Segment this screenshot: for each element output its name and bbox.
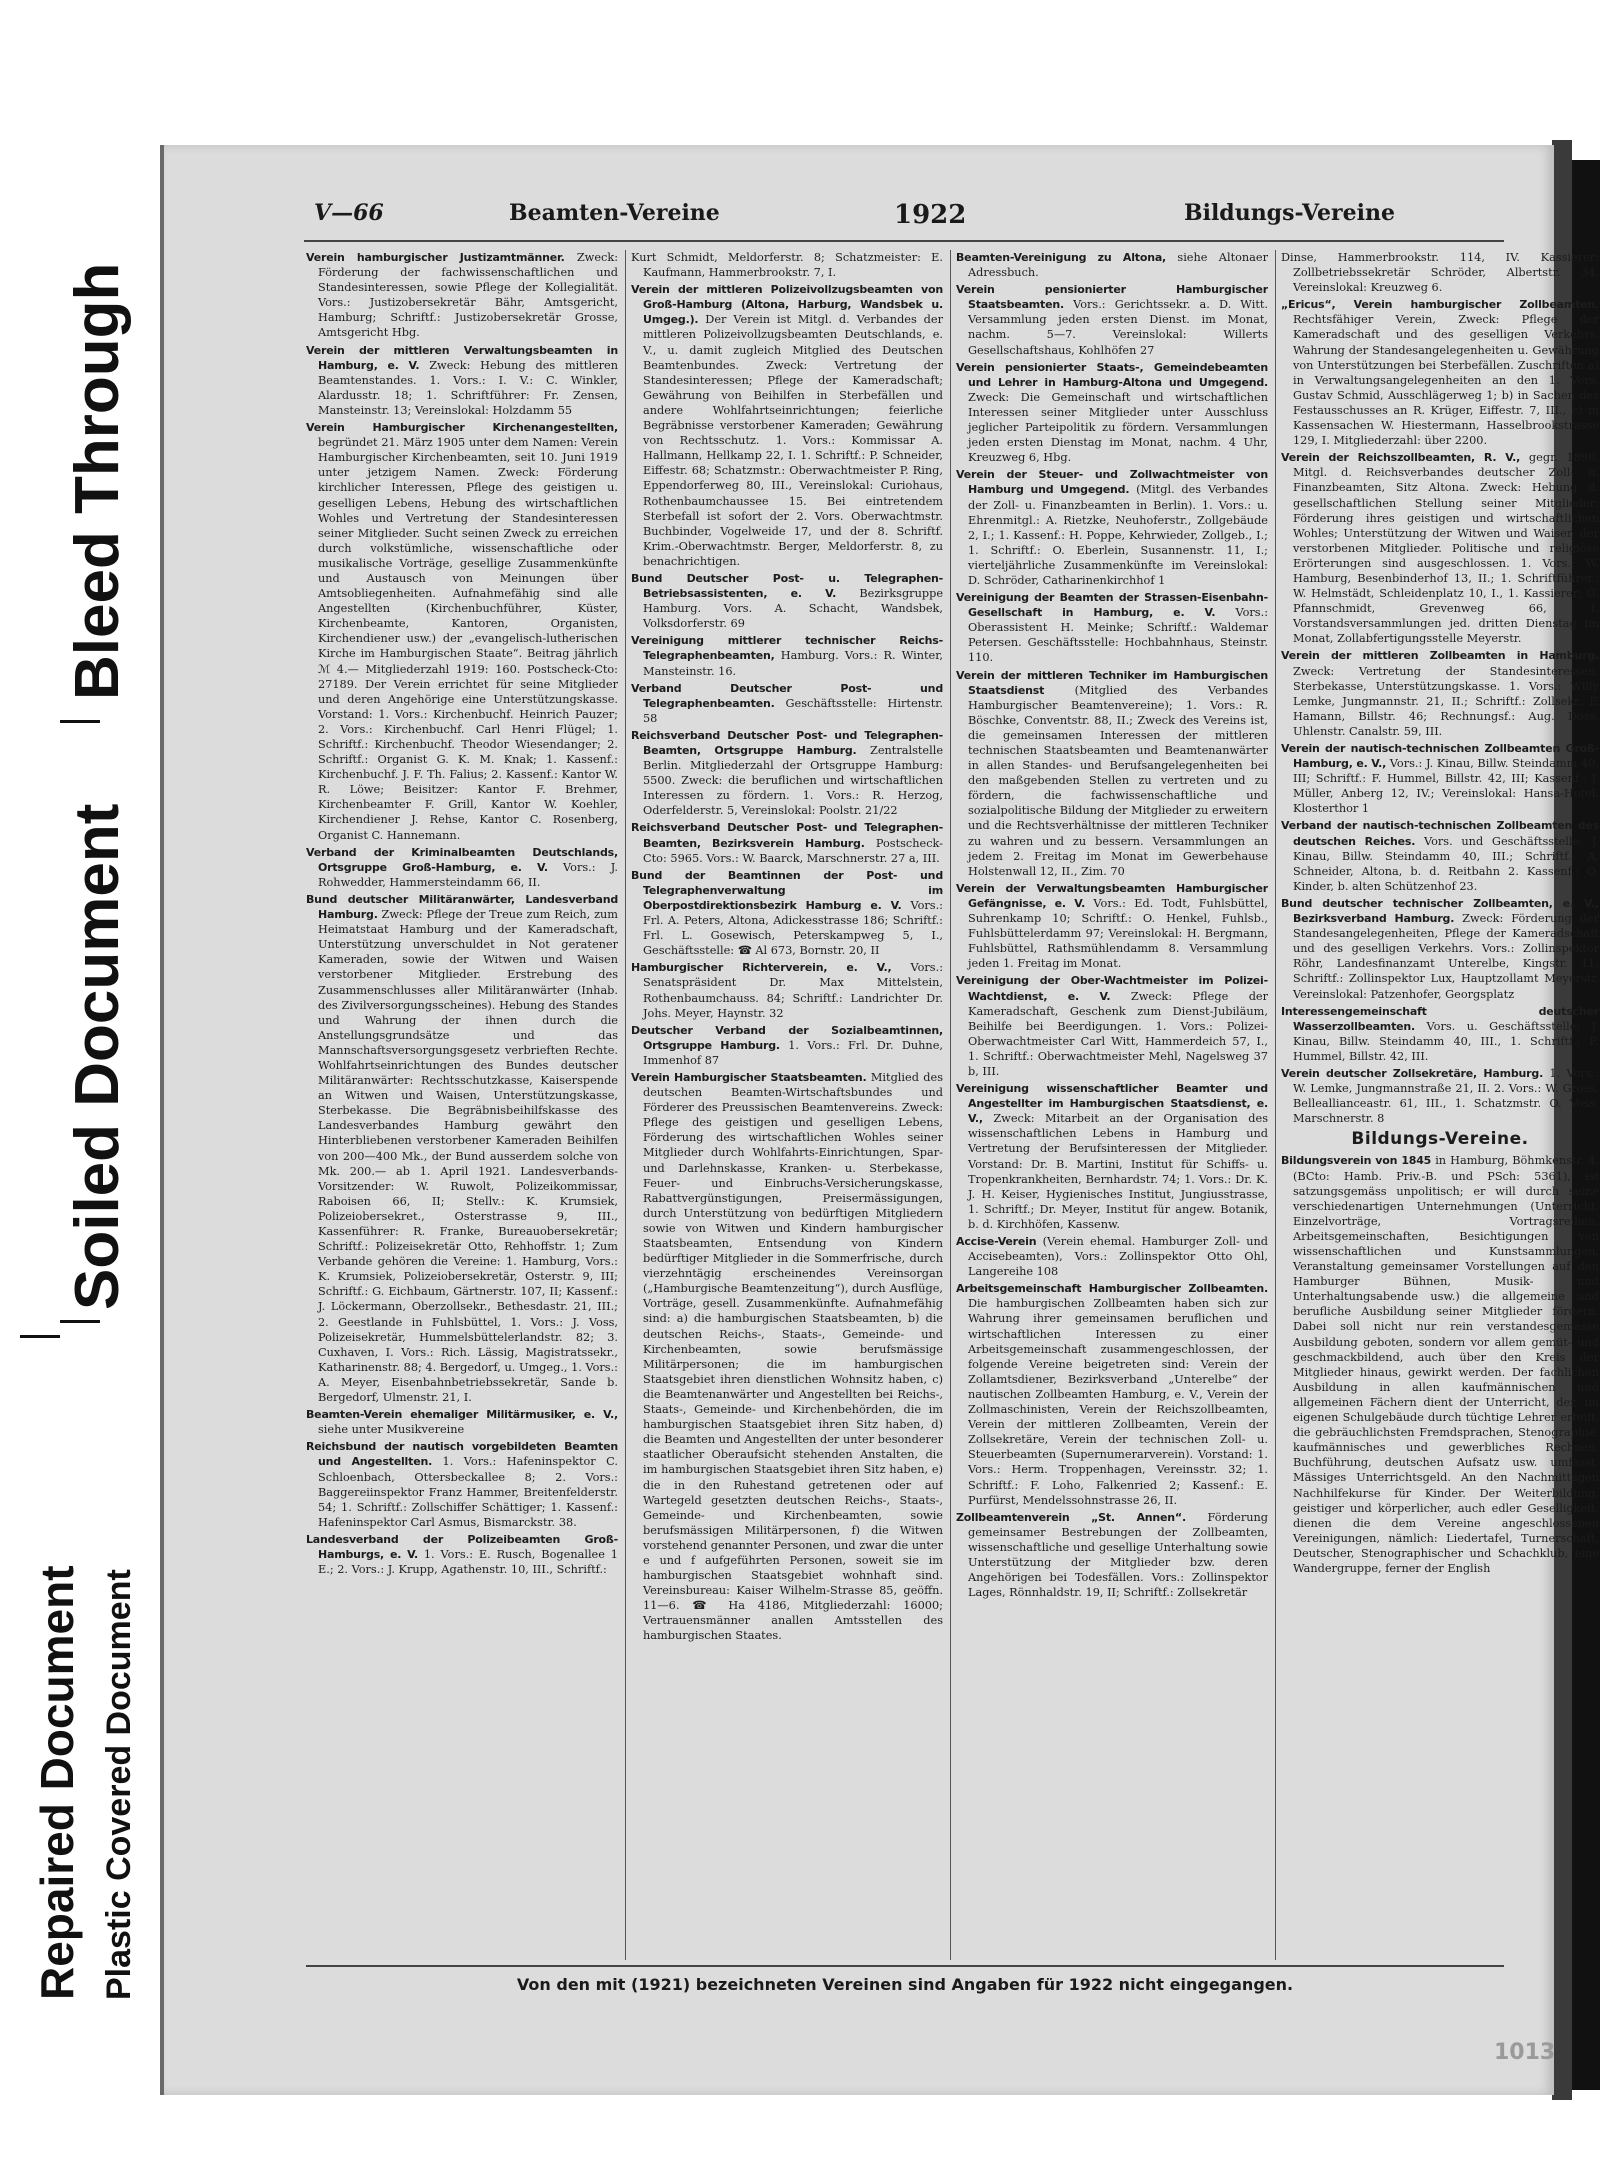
entry-name: Verein der nautisch-technischen Zollbeamten Groß-Hamburg, e. V., <box>1281 742 1599 771</box>
directory-entry <box>631 571 943 631</box>
entry-text: Zweck: Pflege der Kameradschaft, Geschenk zum Dienst-Jubiläum, Beihilfe bei Beerdigungen. 1. Vors.: Polizei-Oberwachtmeister Carl Witt, Hammerdeich 57, I., 1. Schriftf.: Oberwachtmeister Mehl, Nagelsweg 37 b, III. <box>968 989 1268 1078</box>
pencil-note: 1013 <box>1494 2040 1556 2065</box>
directory-entry <box>631 960 943 1020</box>
header-left-title: Beamten-Vereine <box>509 200 720 226</box>
label-divider <box>60 720 100 723</box>
directory-entry <box>631 282 943 569</box>
entry-name: Deutscher Verband der Sozialbeamtinnen, Ortsgruppe Hamburg. <box>631 1023 943 1052</box>
directory-entry <box>1281 297 1599 448</box>
directory-entry <box>631 1023 943 1068</box>
footer-rule <box>306 1965 1504 1967</box>
entry-text: siehe Altonaer Adressbuch. <box>968 251 1268 280</box>
directory-entry <box>631 868 943 959</box>
entry-name: Verein pensionierter Hamburgischer Staatsbeamten. <box>956 283 1268 312</box>
label-repaired-document: Repaired Document <box>31 1565 83 2000</box>
directory-entry <box>1281 648 1599 739</box>
entry-name: Verein hamburgischer Justizamtmänner. <box>306 251 565 264</box>
entry-name: Verband der nautisch-technischen Zollbeamten des deutschen Reiches. <box>1281 819 1599 848</box>
directory-entry <box>306 1532 618 1577</box>
directory-entry <box>631 820 943 865</box>
directory-entry <box>306 1439 618 1530</box>
entry-name: Verband der Kriminalbeamten Deutschlands, Ortsgruppe Groß-Hamburg, e. V. <box>306 845 618 874</box>
entry-name: Verein der mittleren Polizeivollzugsbeamten von Groß-Hamburg (Altona, Harburg, Wandsbek u. Umgeg.). <box>631 283 943 327</box>
directory-entry <box>631 633 943 678</box>
entry-text: Zweck: Vertretung der Standesinteressen, Sterbekasse, Unterstützungskasse. 1. Vors.: Willy Lemke, Jungmannstr. 21, II.; Schriftf.: Zollsekr. F. Hamann, Billstr. 46; Rechnungsf.: Aug. Doss, Uhlenstr. Canalstr. 59, III. <box>1293 664 1599 738</box>
directory-entry <box>631 681 943 726</box>
entry-text: in Hamburg, Böhmkenstr. 4, (BCto: Hamb. Priv.-B. und PSch: 5361), ist satzungsgemäss unpolitisch; er will durch seine verschiedenartigen Unternehmungen (Unterricht, Einzelvorträge, Vortragsreihen, Arbeitsgemeinschaften, Besichtigungen von wissenschaftlichen und Kunstsammlungen, Veranstaltung gemeinsamer Vorstellungen auf den Hamburger Bühnen, Musik- und Unterhaltungsabende usw.) die allgemeine und berufliche Ausbildung seiner Mitglieder fördern. Dabei soll nicht nur rein verstandesgemässe Ausbildung geboten, sondern vor allem gemüt- und geschmackbildend, auch über den Kreis der Mitglieder hinaus, gewirkt werden. Der fachlichen Ausbildung in allen kaufmännischen und allgemeinen Fächern dient der Unterricht, der, im eigenen Schulgebäude durch tüchtige Lehrer erteilt, die gebräuchlichsten Fremdsprachen, Stenographie, kaufmännisches und gewerbliches Rechnen, Buchführung, deutschen Aufsatz usw. umfasst. Mässiges Unterrichtsgeld. An den Nachmittagen Nachhilfekurse für Kinder. Der Weiterbildung, geistiger und körperlicher, auch edler Geselligkeit, dienen die dem Vereine angeschlossenen Vereinigungen, nämlich: Liedertafel, Turnerschaft, Deutscher, Stenographischer und Schachklub, eine Wandergruppe, ferner der English <box>1293 1154 1599 1575</box>
entry-name: Verband Deutscher Post- und Telegraphenbeamten. <box>631 681 943 710</box>
directory-entry <box>1281 896 1599 1002</box>
page-header <box>314 200 1494 240</box>
entry-name: Beamten-Verein ehemaliger Militärmusiker, e. V., <box>306 1408 618 1422</box>
entry-text: Förderung gemeinsamer Bestrebungen der Zollbeamten, wissenschaftliche und gesellige Unterhaltung sowie Unterstützung der Mitglieder bzw. deren Angehörigen bei Todesfällen. Vors.: Zollinspektor Lages, Rönnhaldstr. 19, II; Schriftf.: Zollsekretär <box>968 1510 1268 1600</box>
entry-name: Verein pensionierter Staats-, Gemeindebeamten und Lehrer in Hamburg-Altona und Umgegend. <box>956 360 1268 389</box>
entry-text: Vors. u. Geschäftsstelle: J. Kinau, Billw. Steindamm 40, III., 1. Schriftf.: F. Hummel, Billstr. 42, III. <box>1293 1019 1599 1063</box>
directory-entry <box>1281 250 1599 295</box>
column-4 <box>1281 250 1599 1960</box>
entry-name: Reichsverband Deutscher Post- und Telegraphen-Beamten, Ortsgruppe Hamburg. <box>631 728 943 757</box>
entry-name: Verein der mittleren Zollbeamten in Hamburg. <box>1281 649 1599 663</box>
entry-name: Verein der mittleren Techniker im Hamburgischen Staatsdienst <box>956 668 1268 697</box>
section-heading: Bildungs-Vereine. <box>1351 1129 1529 1150</box>
entry-text: Zweck: Pflege der Treue zum Reich, zum Heimatstaat Hamburg und der Kameradschaft, Unterstützung unverschuldet in Not geratener Kameraden, sowie der Witwen und Waisen verstorbener Mitglieder. Erstrebung des Zusammenschlusses aller Militäranwärter (Inhab. des Zivilversorgungsscheines). Hebung des Standes und Wahrung der ihnen durch die Anstellungsgrundsätze und das Mannschaftsversorgungsgesetz verbrieften Rechte. Wohlfahrtseinrichtungen des Bundes deutscher Militäranwärter: Rechtsschutzkasse, Kaiserspende an Witwen und Waisen, Unterstützungskasse, Sterbekasse. Die Begräbnisbeihilfskasse des Landesverbandes Hamburg gewährt den Hinterbliebenen verstorbener Kameraden Beihilfen von 200—400 Mk., der Bund ausserdem solche von Mk. 200.— ab 1. April 1921. Landesverbands-Vorsitzender: W. Ruwolt, Polizeikommissar, Raboisen 66, II; Stellv.: K. Krumsiek, Polizeiobersekret., Osterstrasse 9, III., Kassenführer: R. Franke, Bureauobersekretär; Schriftf.: Polizeisekretär Otto, Rehhoffstr. 1; Zum Verbande gehören die Vereine: 1. Hamburg, Vors.: K. Krumsiek, Polizeiobersekretär, Osterstr. 9, III; Schriftf.: G. Eichbaum, Gärtnerstr. 107, II; Kassenf.: J. Löckermann, Oberzollsekr., Bethesdastr. 21, III.; 2. Geestlande in Fuhlsbüttel, 1. Vors.: J. Voss, Polizeisekretär, Hummelsbüttelerlandstr. 82; 3. Cuxhaven, I. Vors.: Rich. Lässig, Magistratssekr., Katharinenstr. 88; 4. Bergedorf, u. Umgeg., 1. Vors.: A. Meyer, Eisenbahnbetriebssekretär, Sande b. Bergedorf, Ulmenstr. 21, I. <box>318 908 618 1405</box>
entry-text: gegr. 1898. Mitgl. d. Reichsverbandes deutscher Zoll- u. Finanzbeamten, Sitz Altona. Zweck: Hebung d. gesellschaftlichen Stellung seiner Mitglieder; Förderung ihres geistigen und wirtschaftlichen Wohles; Unterstützung der Witwen und Waisen der verstorbenen Mitglieder. Politische und religiöse Erörterungen sind ausgeschlossen. 1. Vors.: W. Hamburg, Besenbinderhof 13, II.; 1. Schriftführer.: W. Helmstädt, Schleidenplatz 10, I., 1. Kassierer: G. Pfannschmidt, Grevenweg 66, I. Vorstandsversammlungen jed. dritten Dienstag im Monat, Zollabfertigungsstelle Meyerstr. <box>1293 451 1599 646</box>
entry-name: Interessengemeinschaft deutscher Wasserzollbeamten. <box>1281 1004 1599 1033</box>
entry-name: Bund deutscher Militäranwärter, Landesverband Hamburg. <box>306 892 618 922</box>
directory-entry <box>956 250 1268 280</box>
header-year: 1922 <box>894 200 967 230</box>
entry-name: Verein deutscher Zollsekretäre, Hamburg. <box>1281 1066 1544 1080</box>
directory-entry <box>956 1081 1268 1232</box>
entry-text: begründet 21. März 1905 unter dem Namen: Verein Hamburgischer Kirchenbeamten, seit 10. Juni 1919 unter jetzigem Namen. Zweck: Förderung kirchlicher Interessen, Pflege des geistigen u. geselligen Lebens, Hebung des wirtschaftlichen Wohles und Vertretung der Standesinteressen seiner Mitglieder. Sucht seinen Zweck zu erreichen durch volkstümliche, wissenschaftliche oder musikalische Vorträge, gesellige Zusammenkünfte und Austausch von Meinungen über Amtsobliegenheiten. Aufnahmefähig sind alle Angestellten (Kirchenbuchführer, Küster, Kirchenbeamte, Kantoren, Organisten, Kirchendiener usw.) der „evangelisch-lutherischen Kirche im Hamburgischen Staate“. Beitrag jährlich ℳ 4.— Mitgliederzahl 1919: 160. Postscheck-Cto: 27189. Der Verein errichtet für seine Mitglieder und deren Angehörige eine Unterstützungskasse. Vorstand: 1. Vors.: Kirchenbuchf. Heinrich Pauzer; 2. Vors.: Kirchenbuchf. Carl Henri Flügel; 1. Schriftf.: Kirchenbuchf. Theodor Wiesendanger; 2. Schriftf.: Organist G. K. M. Knak; 1. Kassenf.: Kirchenbuchf. J. F. Th. Falius; 2. Kassenf.: Kantor W. R. Löwe; Beisitzer: Kantor F. Brehmer, Kirchenbeamter F. Grill, Kantor W. Koehler, Kirchendiener J. Rehse, Kantor C. Rosenberg, Organist C. Hannemann. <box>318 436 618 842</box>
footer-note: Von den mit (1921) bezeichneten Vereinen sind Angaben für 1922 nicht eingegangen. <box>516 1975 1294 1994</box>
entry-name: Vereinigung mittlerer technischer Reichs-Telegraphenbeamten, <box>631 634 943 663</box>
directory-entry <box>956 1510 1268 1601</box>
column-divider <box>1275 250 1276 1960</box>
entry-name: Landesverband der Polizeibeamten Groß-Hamburgs, e. V. <box>306 1532 618 1561</box>
entry-text: Zweck: Die Gemeinschaft und wirtschaftlichen Interessen seiner Mitglieder unter Ausschluss jeglicher Parteipolitik zu fördern. Versammlungen jeden ersten Dienstag im Monat, nachm. 4 Uhr, Kreuzweg 6, Hbg. <box>968 390 1268 465</box>
column-3 <box>956 250 1268 1960</box>
directory-entry <box>631 1070 943 1644</box>
entry-name: Vereinigung der Beamten der Strassen-Eisenbahn-Gesellschaft in Hamburg, e. V. <box>956 591 1268 620</box>
entry-text: Vors. und Geschäftsstelle: J. Kinau, Billw. Steindamm 40, III.; Schriftf.: A. Schneider, Altona, b. d. Reitbahn 2. Kassenf.: O. Kinder, b. alten Schützenhof 23. <box>1293 834 1599 893</box>
entry-name: Hamburgischer Richterverein, e. V., <box>631 961 892 975</box>
entry-text: 1. Vors.: E. Rusch, Bogenallee 1 E.; 2. Vors.: J. Krupp, Agathenstr. 10, III., Schriftf.: <box>318 1547 618 1577</box>
directory-entry <box>956 668 1268 879</box>
entry-text: Vors.: Gerichtssekr. a. D. Witt. Versammlung jeden ersten Dienst. im Monat, nachm. 5—7. Vereinslokal: Willerts Gesellschaftshaus, Kohlhöfen 27 <box>968 298 1268 357</box>
entry-name: Beamten-Vereinigung zu Altona, <box>956 251 1167 264</box>
entry-name: Accise-Verein <box>956 1235 1037 1248</box>
column-1 <box>306 250 618 1960</box>
directory-entry <box>956 1234 1268 1279</box>
label-plastic-covered-document: Plastic Covered Document <box>100 1569 138 2000</box>
directory-entry <box>631 250 943 280</box>
directory-entry <box>956 360 1268 466</box>
entry-text: Die hamburgischen Zollbeamten haben sich zur Wahrung ihrer gemeinsamen beruflichen und wirtschaftlichen Interessen zu einer Arbeitsgemeinschaft zusammengeschlossen, der folgende Vereine beigetreten sind: Verein der Zollamtsdiener, Bezirksverband „Unterelbe“ der nautischen Zollbeamten Hamburg, e. V., Verein der Zollmaschinisten, Verein der Reichszollbeamten, Verein der mittleren Zollbeamten, Verein der Zollsekretäre, Verein der technischen Zoll- u. Steuerbeamten (Supernumerarverein). Vorstand: 1. Vors.: Herm. Troppenhagen, Vereinsstr. 32; 1. Schriftf.: F. Loho, Falkenried 2; Kassenf.: E. Purfürst, Mendelssohnstrasse 26, II. <box>968 1297 1268 1507</box>
entry-text: siehe unter Musikvereine <box>318 1423 465 1437</box>
entry-text: Mitglied des deutschen Beamten-Wirtschaftsbundes und Förderer des Preussischen Beamtenvereins. Zweck: Pflege des geistigen und geselligen Lebens, Förderung des wirtschaftlichen Wohles seiner Mitglieder durch Wohlfahrts-Einrichtungen, Spar- und Darlehnskasse, Kranken- u. Sterbekasse, Feuer- und Einbruchs-Versicherungskasse, Rabattvergünstigungen, Preisermässigungen, durch Unterstützung von bedürftigen Mitgliedern sowie von Witwen und Kindern hamburgischer Staatsbeamten, Entsendung von Kindern bedürftiger Mitglieder in die Sommerfrische, durch vierzehntägig erscheinendes Vereinsorgan („Hamburgische Beamtenzeitung“), durch Ausflüge, Vorträge, gesell. Zusammenkünfte. Aufnahmefähig sind: a) die hamburgischen Staatsbeamten, b) die deutschen Reichs-, Staats-, Gemeinde- und Kirchenbeamten, sowie berufsmässige Militärpersonen; die im hamburgischen Staatsgebiet ihren dienstlichen Wohnsitz haben, c) die Beamtenanwärter und Angestellten bei Reichs-, Staats-, Gemeinde- und Kirchenbehörden, die im hamburgischen Staatsgebiet ihren Sitz haben, d) die Beamten und Angestellten der unter besonderer staatlicher Oberaufsicht stehenden Anstalten, die im hamburgischen Staatsgebiet ihren Sitz haben, e) die in den Ruhestand getretenen oder auf Wartegeld gesetzten deutschen Reichs-, Staats-, Gemeinde- und Kirchenbeamten, sowie berufsmässigen Militärpersonen, f) die Witwen vorstehend genannter Personen, und zwar die unter e und f aufgeführten Personen, soweit sie im hamburgischen Staatsgebiet wohnhaft sind. Vereinsbureau: Kaiser Wilhelm-Strasse 85, geöffn. 11—6. ☎ Ha 4186, Mitgliederzahl: 16000; Vertrauensmänner anallen Amtsstellen des hamburgischen Staates. <box>643 1070 943 1643</box>
entry-name: Verein der Steuer- und Zollwachtmeister von Hamburg und Umgegend. <box>956 468 1268 497</box>
label-divider <box>60 1320 100 1323</box>
directory-entry <box>306 420 618 843</box>
entry-text: Zweck: Förderung der fachwissenschaftlichen und Standesinteressen, sowie Pflege der Kollegialität. Vors.: Justizobersekretär Bähr, Amtsgericht, Hamburg; Schriftf.: Justizobersekretär Grosse, Amtsgericht Hbg. <box>318 251 618 340</box>
columns <box>306 250 1599 1960</box>
scanned-page <box>160 145 1599 2095</box>
entry-text: Vors.: J. Rohwedder, Hammersteindamm 66, II. <box>318 860 618 889</box>
column-divider <box>625 250 626 1960</box>
header-right-title: Bildungs-Vereine <box>1184 200 1395 226</box>
entry-name: Verein der Reichszollbeamten, R. V., <box>1281 451 1521 465</box>
directory-entry <box>1281 1066 1599 1126</box>
directory-entry <box>1281 1153 1599 1576</box>
entry-text: Vors.: Oberassistent H. Meinke; Schriftf.: Waldemar Petersen. Geschäftsstelle: Hochbahnhaus, Steinstr. 110. <box>968 606 1268 665</box>
entry-text: 1. Vors.: Frl. Dr. Duhne, Immenhof 87 <box>643 1038 943 1067</box>
entry-name: Vereinigung der Ober-Wachtmeister im Polizei-Wachtdienst, e. V. <box>956 974 1268 1003</box>
entry-name: Bildungsverein von 1845 <box>1281 1154 1432 1168</box>
entry-text: Vors.: Ed. Todt, Fuhlsbüttel, Suhrenkamp 10; Schriftf.: O. Henkel, Fuhlsb., Fuhlsbüttelerdamm 97; Vereinslokal: H. Bergmann, Fuhlsbüttel, Rathsmühlendamm 8. Versammlung jeden 1. Freitag im Monat. <box>968 896 1268 971</box>
directory-entry <box>956 1281 1268 1507</box>
entry-text: 1. Vors.: Hafeninspektor C. Schloenbach, Ottersbeckallee 8; 2. Vors.: Baggereiinspektor Franz Hammer, Breitenfelderstr. 54; 1. Schriftf.: Zollschiffer Schättiger; 1. Kassenf.: Hafeninspektor Carl Asmus, Bismarckstr. 38. <box>318 1455 618 1529</box>
entry-text: Vors.: Senatspräsident Dr. Max Mittelstein, Rothenbaumchauss. 84; Schriftf.: Landrichter Dr. Johs. Meyer, Haynstr. 32 <box>643 961 943 1020</box>
entry-text: Postscheck-Cto: 5965. Vors.: W. Baarck, Marschnerstr. 27 a, III. <box>643 836 943 865</box>
entry-name: Reichsbund der nautisch vorgebildeten Beamten und Angestellten. <box>306 1440 618 1469</box>
directory-entry <box>631 728 943 819</box>
directory-entry <box>1281 450 1599 646</box>
directory-entry <box>956 467 1268 588</box>
directory-entry <box>306 845 618 890</box>
directory-entry <box>306 1407 618 1437</box>
entry-name: Bund Deutscher Post- u. Telegraphen-Betriebsassistenten, e. V. <box>631 571 943 601</box>
entry-text: Rechtsfähiger Verein, Zweck: Pflege der Kameradschaft und des geselligen Verkehrs, Wahrung der Standesangelegenheiten u. Gewährung von Unterstützungen bei Sterbefällen. Zuschriften a) in Verwaltungsangelegenheiten an den 1. Vors. Gustav Schmid, Ausschlägerweg 1; b) in Sachen des Festausschusses an R. Krüger, Eiffestr. 7, III., c) in Kassensachen W. Hiestermann, Hasselbrookstrasse 129, I. Mitgliederzahl: über 2200. <box>1293 313 1599 448</box>
entry-text: Kurt Schmidt, Meldorferstr. 8; Schatzmeister: E. Kaufmann, Hammerbrookstr. 7, I. <box>631 251 943 280</box>
directory-entry <box>956 881 1268 972</box>
label-divider <box>20 1335 60 1338</box>
entry-name: „Ericus“, Verein hamburgischer Zollbeamten. <box>1281 298 1599 312</box>
entry-name: Zollbeamtenverein „St. Annen“. <box>956 1510 1186 1524</box>
entry-text: Zweck: Mitarbeit an der Organisation des wissenschaftlichen Lebens in Hamburg und Vertretung der Berufsinteressen der Mitglieder. Vorstand: Dr. B. Martini, Institut für Schiffs- u. Tropenkrankheiten, Bernhardstr. 74; 1. Vors.: Dr. K. J. H. Keiser, Hygienisches Institut, Jungiusstrasse, 1. Schriftf.; Dr. Meyer, Institut für angew. Botanik, b. d. Kirchhöfen, Kassenw. <box>968 1112 1268 1231</box>
entry-text: Dinse, Hammerbrookstr. 114, IV. Kassierer: Zollbetriebssekretär Schröder, Albertstr. 34, Vereinslokal: Kreuzweg 6. <box>1281 251 1599 295</box>
entry-text: Zweck: Förderung der Standesangelegenheiten, Pflege der Kameradschaft und des geselligen Verkehrs. Vors.: Zollinspektor Röhr, Landesfinanzamt Unterelbe, Kingstr. 11; Schriftf.: Zollinspektor Lux, Hauptzollamt Meyerstr. Vereinslokal: Patzenhofer, Georgsplatz <box>1293 912 1599 1001</box>
directory-entry <box>306 343 618 418</box>
entry-name: Verein Hamburgischer Kirchenangestellten, <box>306 421 618 435</box>
directory-entry <box>1281 1004 1599 1064</box>
entry-text: (Mitgl. des Verbandes der Zoll- u. Finanzbeamten in Berlin). 1. Vors.: u. Ehrenmitgl.: A. Rietzke, Neuhoferstr., Zollgebäude 2, I.; 1. Kassenf.: H. Poppe, Kehrwieder, Zollgeb., I.; 1. Schriftf.: O. Eberlein, Susannenstr. 11, I.; vierteljährliche Zusammenkünfte im Vereinslokal: D. Schröder, Catharinenkirchhof 1 <box>968 483 1268 587</box>
entry-text: Hamburg. Vors.: R. Winter, Mansteinstr. 16. <box>643 649 943 678</box>
entry-name: Arbeitsgemeinschaft Hamburgischer Zollbeamten. <box>956 1282 1268 1296</box>
entry-name: Verein der Verwaltungsbeamten Hamburgischer Gefängnisse, e. V. <box>956 881 1268 910</box>
entry-text: Vors.: Frl. A. Peters, Altona, Adickesstrasse 186; Schriftf.: Frl. L. Gosewisch, Peterskampweg 5, I., Geschäftsstelle: ☎ Al 673, Bornstr. 20, II <box>643 898 943 958</box>
column-divider <box>950 250 951 1960</box>
entry-name: Bund der Beamtinnen der Post- und Telegraphenverwaltung im Oberpostdirektionsbezirk Hamburg e. V. <box>631 868 943 912</box>
entry-name: Reichsverband Deutscher Post- und Telegraphen-Beamten, Bezirksverein Hamburg. <box>631 821 943 850</box>
directory-entry <box>956 973 1268 1079</box>
header-rule <box>304 240 1504 242</box>
entry-text: 1. Vors.: W. Lemke, Jungmannstraße 21, II. 2. Vors.: W. Gross, Belleallianceastr. 61, III., 1. Schatzmstr. O. Voss, Marschnerstr. 8 <box>1293 1066 1599 1126</box>
page-number: V—66 <box>314 200 384 226</box>
column-2 <box>631 250 943 1960</box>
directory-entry <box>956 282 1268 357</box>
entry-name: Vereinigung wissenschaftlicher Beamter und Angestellter im Hamburgischen Staatsdienst, e. V., <box>956 1082 1268 1126</box>
entry-text: Der Verein ist Mitgl. d. Verbandes der mittleren Polizeivollzugsbeamten Deutschlands, e. V., u. damit zugleich Mitglied des Deutschen Beamtenbundes. Zweck: Vertretung der Standesinteressen; Pflege der Kameradschaft; Gewährung von Beihilfen in Sterbefällen und andere Wohlfahrtseinrichtungen; feierliche Begräbnisse verstorbener Kameraden; Gewährung von Rechtsschutz. 1. Vors.: Kommissar A. Hallmann, Hellkamp 22, I. 1. Schriftf.: P. Schneider, Eiffestr. 68; Schatzmstr.: Oberwachtmeister P. Ring, Eppendorferweg 80, III., Vereinslokal: Curiohaus, Rothenbaumchaussee 15. Bei eintretendem Sterbefall ist sofort der 2. Vors. Oberwachtmstr. Buchbinder, Vogelweide 17, und der 8. Schriftf. Krim.-Oberwachtmstr. Berger, Meldorferstr. 8, zu benachrichtigen. <box>643 313 943 568</box>
entry-text: Zweck: Hebung des mittleren Beamtenstandes. 1. Vors.: I. V.: C. Winkler, Alardusstr. 18; 1. Schriftführer: Fr. Zensen, Mansteinstr. 13; Vereinslokal: Holzdamm 55 <box>318 358 618 417</box>
directory-entry <box>1281 741 1599 816</box>
label-soiled-document: Soiled Document <box>63 803 132 1310</box>
entry-text: (Verein ehemal. Hamburger Zoll- und Accisebeamten), Vors.: Zollinspektor Otto Ohl, Langereihe 108 <box>968 1235 1268 1279</box>
entry-name: Verein der mittleren Verwaltungsbeamten in Hamburg, e. V. <box>306 343 618 372</box>
entry-name: Verein Hamburgischer Staatsbeamten. <box>631 1070 867 1084</box>
entry-text: Vors.: J. Kinau, Billw. Steindamm 40, III; Schriftf.: F. Hummel, Billstr. 42, III; Kassenf.: J. Müller, Anberg 12, IV.; Vereinslokal: Hansa-Hotel, Klosterthor 1 <box>1293 757 1599 816</box>
entry-text: Bezirksgruppe Hamburg. Vors. A. Schacht, Wandsbek, Volksdorferstr. 69 <box>643 587 943 631</box>
label-bleed-through: Bleed Through <box>63 262 132 700</box>
directory-entry <box>306 250 618 341</box>
entry-text: Zentralstelle Berlin. Mitgliederzahl der Ortsgruppe Hamburg: 5500. Zweck: die beruflichen und wirtschaftlichen Interessen zu fördern. 1. Vors.: R. Herzog, Oderfelderstr. 5, Vereinslokal: Poolstr. 21/22 <box>643 744 943 818</box>
directory-entry <box>956 590 1268 665</box>
directory-entry <box>1281 818 1599 893</box>
entry-text: Geschäftsstelle: Hirtenstr. 58 <box>643 696 943 725</box>
directory-entry <box>306 892 618 1405</box>
entry-name: Bund deutscher technischer Zollbeamten, e. V., Bezirksverband Hamburg. <box>1281 896 1599 926</box>
entry-text: (Mitglied des Verbandes Hamburgischer Beamtenvereine); 1. Vors.: R. Böschke, Conventstr. 88, II.; Zweck des Vereins ist, die gemeinsamen Interessen der mittleren technischen Staatsbeamten und Beamtenanwärter in allen Standes- und Berufsangelegenheiten bei den maßgebenden Stellen zu vertreten und zu fördern, die fachwissenschaftliche und sozialpolitische Bildung der Mitglieder zu erweitern und die Rechtsverhältnisse der mittleren Techniker zu wahren und zu bessern. Versammlungen an jedem 2. Freitag im Monat im Gewerbehause Holstenwall 12, II., Zim. 70 <box>968 683 1268 878</box>
